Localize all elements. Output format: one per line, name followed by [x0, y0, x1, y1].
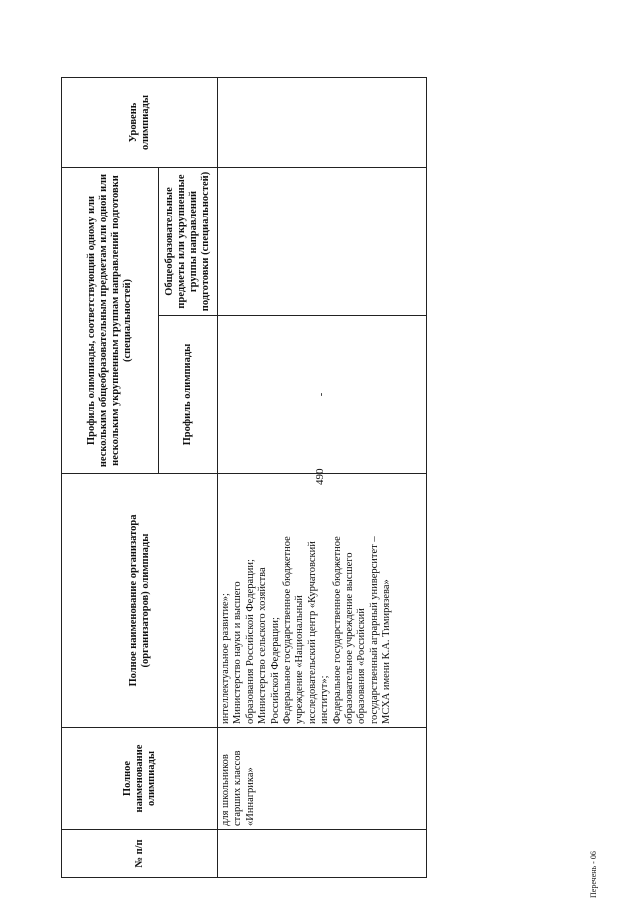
- cell-full-name: [218, 728, 427, 830]
- organizer-line: Российской Федерации;: [269, 617, 281, 724]
- organizer-line: Министерство сельского хозяйства: [257, 567, 269, 724]
- header-profile-group: Профиль олимпиады, соответствующий одному или нескольким общеобразовательным предметам или одной или нескольким укрупненным группам направлений подготовки (специальностей): [62, 168, 159, 474]
- footer-label: Перечень - 06: [589, 851, 598, 898]
- header-organizer: Полное наименование организатора (организаторов) олимпиады: [62, 474, 218, 728]
- table-row: [218, 78, 427, 878]
- page-number: 490: [314, 468, 326, 486]
- organizer-line: Министерство науки и высшего: [232, 581, 244, 724]
- full-name-line: старших классов: [232, 750, 244, 826]
- organizer-line: образования «Российский: [356, 608, 368, 724]
- olympiad-table: [61, 77, 427, 878]
- cell-subjects: [218, 168, 427, 316]
- organizer-line: исследовательский центр «Курчатовский: [306, 541, 318, 724]
- cell-num: [218, 830, 427, 878]
- header-num: № п/п: [62, 830, 218, 878]
- header-row: [62, 78, 159, 878]
- organizer-line: государственный аграрный университет –: [368, 536, 380, 724]
- cell-profile: -: [218, 316, 427, 474]
- organizer-line: МСХА имени К.А. Тимирязева»: [381, 579, 393, 724]
- header-full-name: Полное наименование олимпиады: [62, 728, 218, 830]
- organizer-line: интеллектуальное развитие»;: [220, 593, 231, 724]
- organizer-line: Федеральное государственное бюджетное: [282, 536, 294, 724]
- organizer-line: учреждение «Национальный: [294, 595, 306, 724]
- organizer-line: Федеральное государственное бюджетное: [331, 536, 343, 724]
- organizer-line: образования Российской Федерации;: [244, 559, 256, 724]
- header-subjects: Общеобразовательные предметы или укрупненные группы направлений подготовки (специальностей): [159, 168, 218, 316]
- cell-level: [218, 78, 427, 168]
- header-profile: Профиль олимпиады: [159, 316, 218, 474]
- organizer-line: образовательное учреждение высшего: [344, 552, 356, 724]
- full-name-line: «Иннагрика»: [244, 767, 256, 826]
- organizer-line: институт»;: [319, 675, 331, 724]
- header-level: Уровень олимпиады: [62, 78, 218, 168]
- full-name-line: для школьников: [220, 754, 231, 826]
- olympiad-table-rotated: [61, 78, 427, 878]
- cell-organizer: [218, 474, 427, 728]
